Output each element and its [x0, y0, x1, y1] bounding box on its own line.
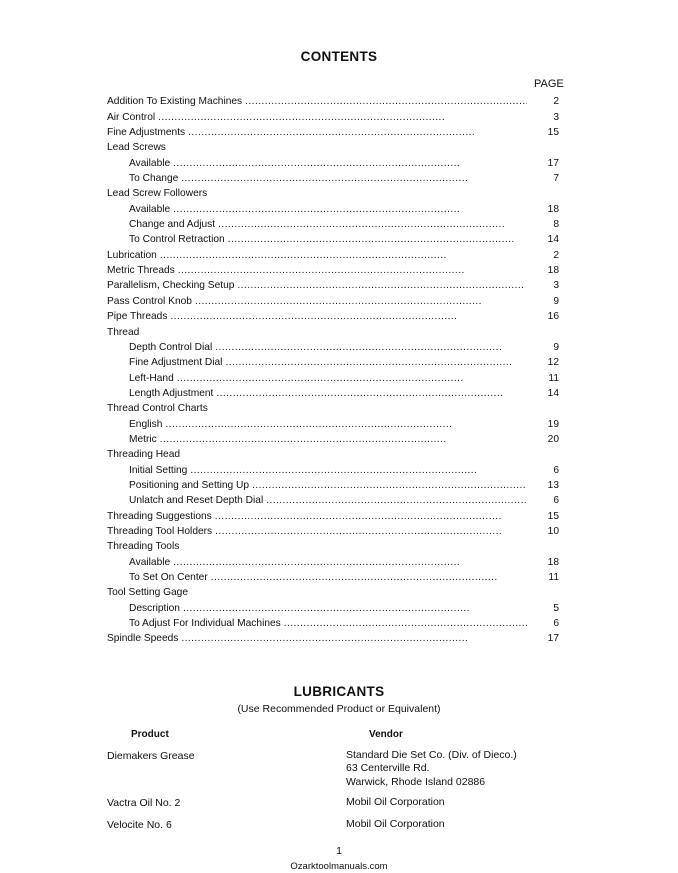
toc-entry-page: 18 [547, 556, 559, 568]
toc-entry-label: Description [129, 602, 180, 614]
toc-entry [107, 140, 559, 155]
dot-leader [215, 509, 527, 524]
toc-entry-page: 2 [553, 96, 559, 108]
dot-leader [215, 340, 527, 355]
toc-entry [107, 125, 559, 140]
toc-entry [107, 539, 559, 554]
toc-entry-page: 6 [553, 618, 559, 630]
toc-entry-page: 18 [547, 203, 559, 215]
toc-entry-page: 7 [553, 173, 559, 185]
toc-entry-label: To Set On Center [129, 572, 208, 583]
toc-entry [107, 217, 559, 232]
dot-leader [245, 94, 527, 109]
dot-leader [211, 570, 527, 585]
toc-entry-label: Left-Hand [129, 372, 174, 384]
dot-leader [177, 371, 527, 386]
toc-entry-page: 9 [553, 295, 559, 307]
toc-entry-label: Initial Setting [129, 464, 188, 476]
toc-entry [107, 247, 559, 262]
toc-entry [107, 478, 559, 493]
toc-entry-label: Pipe Threads [107, 311, 168, 323]
toc-entry-page: 6 [553, 464, 559, 476]
toc-entry-label: Spindle Speeds [107, 633, 179, 645]
toc-entry-label: Air Control [107, 111, 156, 123]
dot-leader [284, 616, 527, 631]
dot-leader [158, 110, 527, 125]
dot-leader [181, 171, 527, 186]
toc-entry-label: Threading Tool Holders [107, 525, 213, 537]
toc-entry [107, 309, 559, 324]
toc-entry [107, 340, 559, 355]
toc-entry-label: Unlatch and Reset Depth Dial [129, 495, 264, 507]
toc-entry-label: To Change [129, 173, 179, 185]
toc-entry-page: 19 [547, 418, 559, 430]
toc-entry [107, 155, 559, 170]
lubricant-product: Vactra Oil No. 2 [107, 797, 181, 809]
dot-leader [225, 355, 527, 370]
dot-leader [173, 156, 527, 171]
toc-entry-page: 2 [553, 249, 559, 261]
toc-entry-label: Tool Setting Gage [107, 587, 188, 599]
toc-entry [107, 508, 559, 523]
toc-entry-label: Threading Tools [107, 541, 180, 553]
toc-entry [107, 263, 559, 278]
lubricant-vendor [346, 818, 445, 831]
lubricant-vendor [346, 796, 445, 809]
dot-leader [216, 386, 527, 401]
toc-entry [107, 278, 559, 293]
table-of-contents [107, 94, 559, 646]
lubricant-vendor [346, 749, 517, 789]
toc-entry [107, 186, 559, 201]
dot-leader [165, 417, 527, 432]
toc-entry-page: 16 [547, 311, 559, 323]
toc-entry-page: 13 [547, 479, 559, 491]
toc-entry-page: 5 [553, 602, 559, 614]
dot-leader [178, 263, 527, 278]
lubricants-subtitle: (Use Recommended Product or Equivalent) [237, 703, 441, 715]
toc-entry-label: Available [129, 203, 171, 215]
toc-entry-label: Thread Control Charts [107, 403, 208, 415]
toc-entry-page: 3 [553, 280, 559, 292]
toc-entry-label: Length Adjustment [129, 387, 214, 399]
vendor-line: Mobil Oil Corporation [346, 796, 445, 808]
toc-entry-label: To Adjust For Individual Machines [129, 618, 281, 630]
toc-entry-label: Change and Adjust [129, 219, 216, 231]
toc-entry-page: 12 [547, 357, 559, 369]
dot-leader [190, 463, 527, 478]
toc-entry-label: Positioning and Setting Up [129, 479, 250, 491]
toc-entry [107, 493, 559, 508]
toc-entry [107, 324, 559, 339]
dot-leader [160, 248, 527, 263]
toc-entry-label: Fine Adjustments [107, 127, 186, 139]
toc-entry-label: Fine Adjustment Dial [129, 357, 223, 369]
toc-entry [107, 570, 559, 585]
toc-entry [107, 94, 559, 109]
lubricants-title: LUBRICANTS [293, 684, 385, 699]
toc-entry-page: 14 [547, 387, 559, 399]
toc-entry-label: Threading Head [107, 449, 181, 461]
toc-entry [107, 293, 559, 308]
page-column-header: PAGE [534, 78, 564, 90]
toc-entry [107, 631, 559, 646]
toc-entry-page: 17 [547, 633, 559, 645]
toc-entry-page: 17 [547, 157, 559, 169]
toc-entry [107, 355, 559, 370]
lubricant-product: Velocite No. 6 [107, 819, 172, 831]
toc-entry-label: Available [129, 157, 171, 169]
vendor-column-header: Vendor [369, 729, 403, 740]
toc-entry-label: Metric [129, 433, 157, 445]
toc-entry [107, 370, 559, 385]
dot-leader [181, 631, 527, 646]
vendor-line: 63 Centerville Rd. [346, 762, 430, 775]
toc-entry-page: 18 [547, 265, 559, 277]
toc-entry-page: 9 [553, 341, 559, 353]
toc-entry-label: Lead Screws [107, 142, 166, 154]
toc-entry [107, 462, 559, 477]
toc-entry-page: 15 [547, 510, 559, 522]
toc-entry [107, 524, 559, 539]
dot-leader [195, 294, 527, 309]
toc-entry-label: Pass Control Knob [107, 295, 192, 307]
toc-entry-page: 6 [553, 495, 559, 507]
toc-entry-label: Metric Threads [107, 265, 175, 277]
toc-entry-label: Addition To Existing Machines [107, 96, 243, 108]
toc-entry-page: 11 [548, 572, 559, 583]
dot-leader [160, 432, 527, 447]
vendor-line: Warwick, Rhode Island 02886 [346, 775, 486, 788]
toc-entry [107, 616, 559, 631]
toc-entry-page: 20 [547, 433, 559, 445]
toc-entry [107, 447, 559, 462]
toc-entry-label: Lubrication [107, 249, 157, 261]
dot-leader [183, 601, 527, 616]
dot-leader [215, 524, 527, 539]
toc-entry [107, 171, 559, 186]
toc-entry-page: 10 [547, 525, 559, 537]
dot-leader [173, 202, 527, 217]
toc-entry [107, 554, 559, 569]
lubricant-product: Diemakers Grease [107, 750, 195, 762]
toc-entry-page: 15 [547, 127, 559, 139]
toc-entry [107, 109, 559, 124]
toc-entry-page: 3 [553, 111, 559, 123]
dot-leader [266, 493, 527, 508]
dot-leader [237, 278, 527, 293]
product-column-header: Product [131, 729, 169, 740]
toc-entry [107, 201, 559, 216]
toc-entry-label: Parallelism, Checking Setup [107, 280, 235, 292]
toc-entry-label: Thread [107, 326, 140, 338]
toc-entry [107, 232, 559, 247]
toc-entry [107, 432, 559, 447]
dot-leader [218, 217, 527, 232]
dot-leader [188, 125, 527, 140]
toc-entry-label: To Control Retraction [129, 234, 225, 246]
toc-entry-label: Lead Screw Followers [107, 188, 208, 200]
toc-entry [107, 600, 559, 615]
toc-entry-label: Depth Control Dial [129, 341, 213, 353]
dot-leader [252, 478, 527, 493]
toc-entry [107, 585, 559, 600]
contents-title: CONTENTS [300, 49, 378, 64]
dot-leader [173, 555, 527, 570]
dot-leader [170, 309, 527, 324]
toc-entry-label: Available [129, 556, 171, 568]
toc-entry [107, 386, 559, 401]
toc-entry-page: 11 [548, 372, 559, 384]
toc-entry [107, 401, 559, 416]
dot-leader [228, 232, 527, 247]
toc-entry-page: 8 [553, 219, 559, 231]
page-number: 1 [336, 845, 342, 857]
toc-entry-label: English [129, 418, 163, 430]
toc-entry-page: 14 [547, 234, 559, 246]
vendor-line: Mobil Oil Corporation [346, 818, 445, 830]
toc-entry-label: Threading Suggestions [107, 510, 212, 522]
vendor-line: Standard Die Set Co. (Div. of Dieco.) [346, 749, 517, 761]
site-footer: Ozarktoolmanuals.com [290, 861, 388, 872]
toc-entry [107, 416, 559, 431]
